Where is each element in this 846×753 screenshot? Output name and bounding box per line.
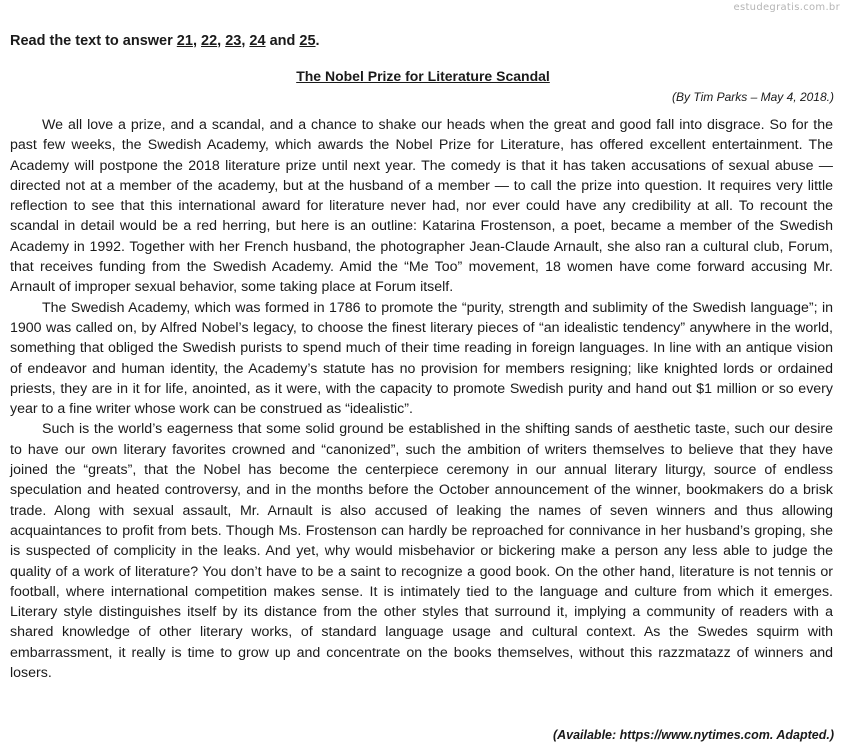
instruction-separator: , [241, 33, 250, 49]
article-paragraph-2: The Swedish Academy, which was formed in 1786 to promote the “purity, strength and sublimity of the Swedish language”; in 1900 was called on, by Alfred Nobel’s legacy, to choose the finest literary pieces of “an idealistic tendency” anywhere in the world, something that obliged the Swedish purists to spend much of their time reading in foreign languages. In line with an antique vision of endeavor and human identity, the Academy’s statute has no provision for members resigning; like knighted lords or ordained priests, they are in it for life, anointed, as it were, with the capacity to promote Swedish purity and hand out $1 million or so every year to a fine writer whose work can be construed as “idealistic”. [10, 299, 833, 418]
article-body [10, 115, 833, 683]
question-link-25[interactable]: 25 [299, 33, 316, 49]
instruction-prefix: Read the text to answer [10, 33, 177, 49]
instruction-line [10, 33, 320, 49]
article-byline: (By Tim Parks – May 4, 2018.) [672, 90, 834, 104]
article-paragraph-3: Such is the world’s eagerness that some solid ground be established in the shifting sands of aesthetic taste, such our desire to have our own literary favorites crowned and “canonized”, such the ambition of writers themselves to believe that they have joined the “greats”, that the Nobel has become the centerpiece ceremony in our annual literary liturgy, source of endless speculation and heated controversy, and in the months before the October announcement of the winner, bookmakers do a brisk trade. Along with sexual assault, Mr. Arnault is also accused of leaking the names of seven winners and thus allowing acquaintances to profit from bets. Though Ms. Frostenson can hardly be reproached for connivance in her husband’s groping, she is suspected of complicity in the leaks. And yet, why would misbehavior or bickering make a person any less able to judge the quality of a work of literature? You don’t have to be a saint to recognize a good book. On the other hand, literature is not tennis or football, where international competition makes sense. It is intimately tied to the language and culture from which it emerges. Literary style distinguishes itself by its distance from the other styles that surround it, implying a community of readers with a shared knowledge of other literary works, of standard language usage and cultural context. As the Swedes squirm with embarrassment, it really is time to grow up and concentrate on the books themselves, without this razzmatazz of winners and losers. [10, 421, 833, 682]
instruction-separator: , [217, 33, 226, 49]
article-paragraph-1: We all love a prize, and a scandal, and a chance to shake our heads when the great and good fall into disgrace. So for the past few weeks, the Swedish Academy, which awards the Nobel Prize for Literature, has offered excellent entertainment. The Academy will postpone the 2018 literature prize until next year. The comedy is that it has taken accusations of sexual abuse — directed not at a member of the academy, but at the husband of a member — to call the prize into question. It requires very little reflection to see that this international award for literature never had, nor ever could have any credibility at all. To recount the scandal in detail would be a red herring, but here is an outline: Katarina Frostenson, a poet, became a member of the Swedish Academy in 1992. Together with her French husband, the photographer Jean-Claude Arnault, she also ran a cultural club, Forum, that receives funding from the Swedish Academy. Amid the “Me Too” movement, 18 women have come forward accusing Mr. Arnault of improper sexual behavior, some taking place at Forum itself. [10, 117, 833, 296]
question-link-24[interactable]: 24 [249, 33, 266, 49]
question-link-22[interactable]: 22 [201, 33, 218, 49]
instruction-suffix: . [315, 33, 320, 49]
article-title: The Nobel Prize for Literature Scandal [296, 68, 550, 84]
watermark: estudegratis.com.br [733, 2, 840, 13]
instruction-and: and [265, 33, 300, 49]
instruction-separator: , [192, 33, 201, 49]
article-source: (Available: https://www.nytimes.com. Adapted.) [552, 728, 834, 742]
question-link-21[interactable]: 21 [176, 33, 193, 49]
question-link-23[interactable]: 23 [225, 33, 242, 49]
